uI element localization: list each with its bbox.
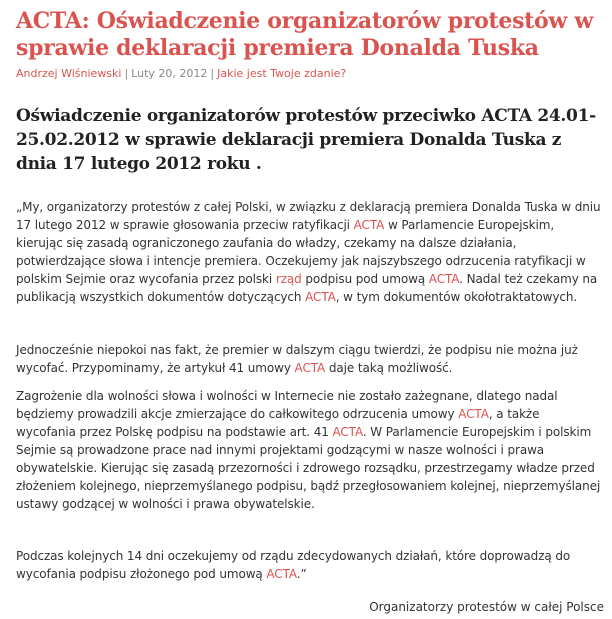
author-link[interactable]: Andrzej Wiśniewski — [16, 67, 122, 80]
meta-separator: | — [124, 67, 129, 80]
acta-link[interactable]: ACTA — [353, 218, 385, 232]
acta-link[interactable]: ACTA — [458, 407, 489, 421]
paragraph-text: daje taką możliwość. — [325, 361, 453, 375]
post-date: Luty 20, 2012 — [131, 67, 208, 80]
signature: Organizatorzy protestów w całej Polsce — [369, 600, 604, 614]
meta-separator: | — [210, 67, 215, 80]
article-headline: Oświadczenie organizatorów protestów przeciwko ACTA 24.01-25.02.2012 w sprawie deklaracji premiera Donalda Tuska z dnia 17 lutego 2012 roku . — [16, 106, 596, 174]
paragraph-3 — [16, 387, 602, 513]
paragraph-text: Podczas kolejnych 14 dni oczekujemy od rządu zdecydowanych działań, które doprowadzą do wycofania podpisu złożonego pod umową — [16, 549, 571, 581]
post-title[interactable]: ACTA: Oświadczenie organizatorów protestów w sprawie deklaracji premiera Donalda Tuska — [16, 8, 594, 61]
paragraph-text: . Nadal też czekamy na publikacją wszystkich dokumentów dotyczących — [16, 272, 598, 304]
paragraph-text: Zagrożenie dla wolności słowa i wolności w Internecie nie zostało zażegnane, dlatego nadal będziemy prowadzili akcje zmierzające do całkowitego odrzucenia umowy — [16, 389, 558, 421]
acta-link[interactable]: ACTA — [266, 567, 297, 581]
paragraph-text: w Parlamencie Europejskim, kierując się zasadą ograniczonego zaufania do władzy, czekamy na dalsze działania, potwierdzające słowa i intencje premiera. Oczekujemy jak najszybszego odrzucenia ratyfikacji w polskim Sejmie oraz wycofania przez polski — [16, 218, 586, 286]
paragraph-text: . W Parlamencie Europejskim i polskim Sejmie są prowadzone prace nad innymi projektami godzącymi w nasze wolności i prawa obywatelskie. Kierując się zasadą przezorności i zdrowego rozsądku, przestrzegamy władze przed złożeniem kolejnego, nieprzemyślanego podpisu, bądź przegłosowaniem kolejnej, nieprzemyślanej ustawy godzącej w wolności i prawa obywatelskie. — [16, 425, 601, 511]
paragraph-text: „My, organizatorzy protestów z całej Polski, w związku z deklaracją premiera Donalda Tuska w dniu 17 lutego 2012 w sprawie głosowania przeciw ratyfikacji — [16, 200, 601, 232]
paragraph-text: , a także wycofania przez Polskę podpisu na podstawie art. 41 — [16, 407, 540, 439]
paragraph-text: , w tym dokumentów okołotraktatowych. — [335, 290, 578, 304]
paragraph-1 — [16, 198, 602, 306]
comments-link[interactable]: Jakie jest Twoje zdanie? — [217, 67, 347, 80]
rzad-link[interactable]: rząd — [275, 272, 302, 286]
paragraph-text: Jednocześnie niepokoi nas fakt, że premier w dalszym ciągu twierdzi, że podpisu nie można już wycofać. Przypominamy, że artykuł 41 umowy — [16, 343, 578, 375]
post-meta — [16, 67, 346, 81]
acta-link[interactable]: ACTA — [294, 361, 326, 375]
acta-link[interactable]: ACTA — [332, 425, 363, 439]
paragraph-2 — [16, 341, 602, 377]
acta-link[interactable]: ACTA — [428, 272, 460, 286]
paragraph-text: podpisu pod umową — [301, 272, 429, 286]
acta-link[interactable]: ACTA — [305, 290, 336, 304]
paragraph-text: .” — [296, 567, 307, 581]
paragraph-4 — [16, 547, 602, 583]
